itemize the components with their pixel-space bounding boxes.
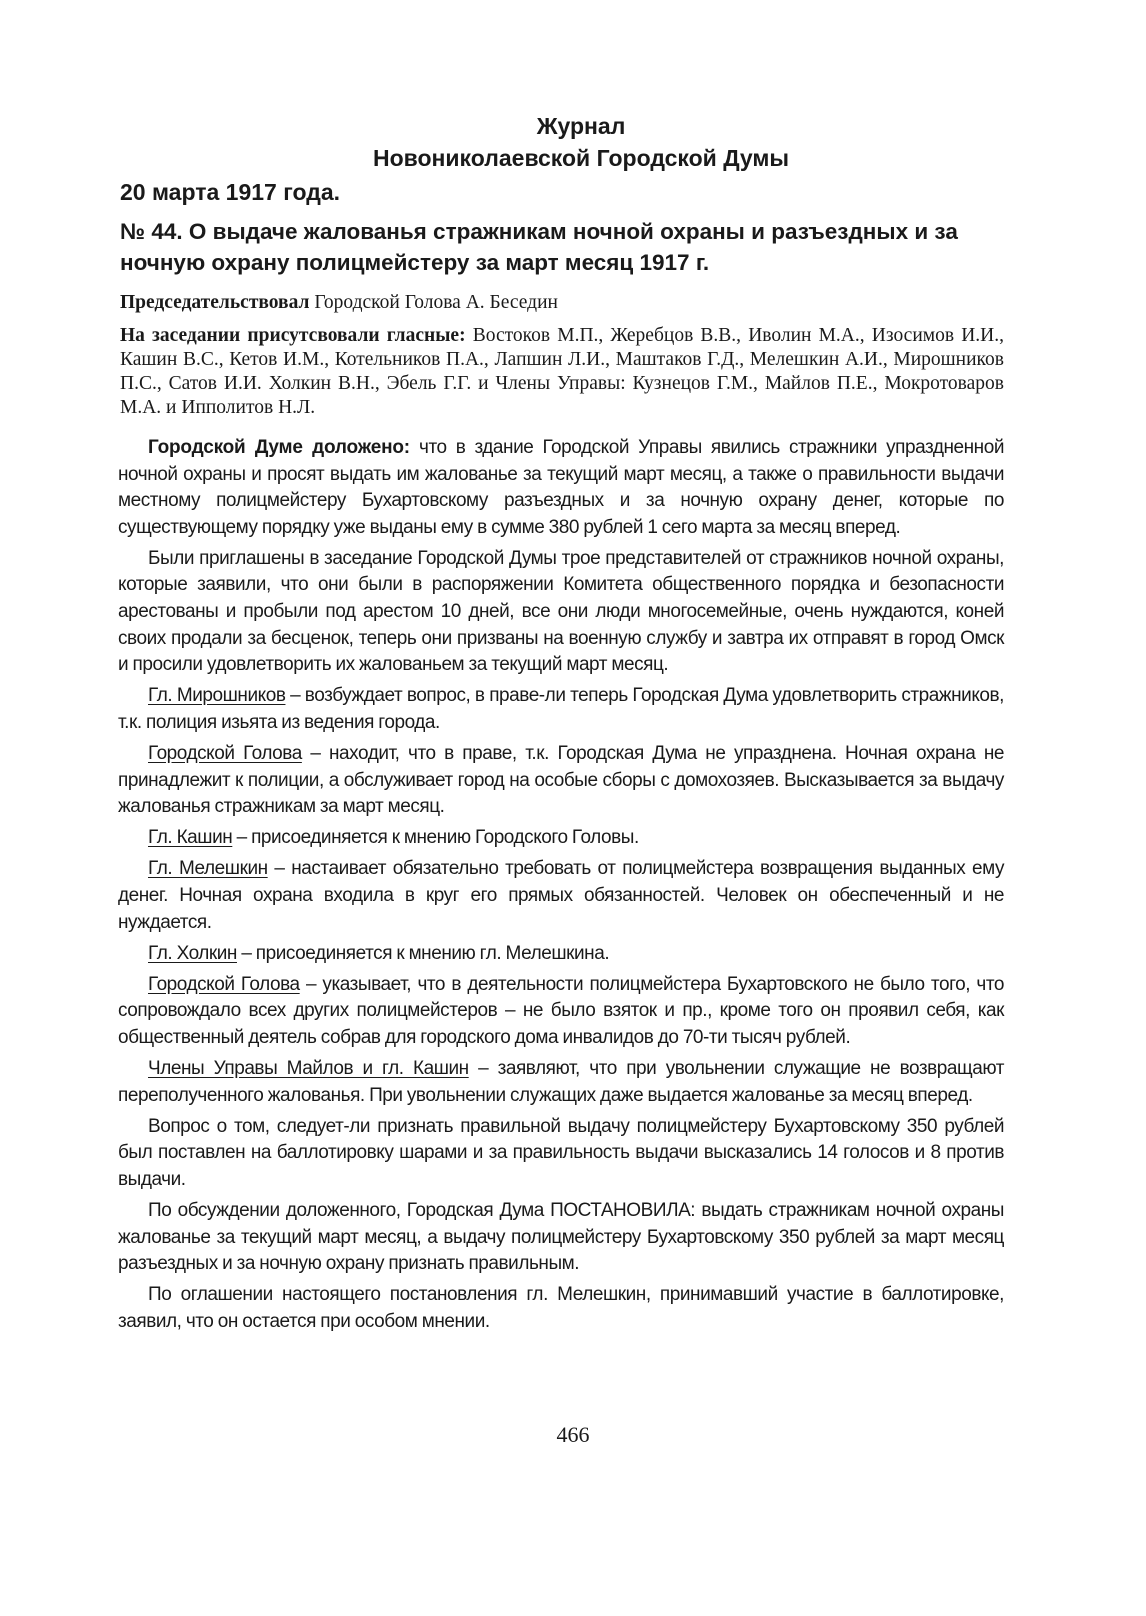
paragraph-text: – заявляют, что при увольнении служащие не возвращают переполученного жалованья. При увольнении служащих даже выдается жалованье за месяц вперед. <box>118 1058 1004 1106</box>
heading-line-1: № 44. О выдаче жалованья стражникам ночной охраны и разъездных и за <box>120 219 958 244</box>
paragraph-text: – присоединяется к мнению гл. Мелешкина. <box>236 942 610 964</box>
chair-text: Городской Голова А. Беседин <box>309 292 558 313</box>
paragraph-report <box>118 435 1004 541</box>
item-heading <box>118 216 1004 278</box>
paragraph-text: что в здание Городской Управы явились стражники упраздненной ночной охраны и просят выдать им жалованье за текущий март месяц, а также о правильности выдачи местному полицмейстеру Бухартовскому разъездных и за ночную охрану денег, которые по существующему порядку уже выданы ему в сумме 380 рублей 1 сего марта за месяц вперед. <box>118 437 1004 538</box>
paragraph-kholkin <box>118 941 1004 968</box>
paragraph-resolution <box>118 1198 1004 1278</box>
session-date: 20 марта 1917 года. <box>120 179 341 205</box>
report-lead: Городской Думе доложено: <box>148 437 410 458</box>
paragraph-mayor-2 <box>118 972 1004 1052</box>
paragraph-mayor-1 <box>118 741 1004 821</box>
paragraph-meleshkin <box>118 856 1004 936</box>
attendees-label: На заседании присутсвовали гласные: <box>120 325 466 346</box>
paragraph-text: – возбуждает вопрос, в праве-ли теперь Городская Дума удовлетворить стражников, т.к. полиция изьята из ведения города. <box>118 685 1004 733</box>
paragraph-text: – настаивает обязательно требовать от полицмейстера возвращения выданных ему денег. Ночная охрана входила в круг его прямых обязанностей. Человек он обеспеченный и не нуждается. <box>118 858 1004 933</box>
title-line-2: Новониколаевской Городской Думы <box>372 145 790 171</box>
speaker-name: Гл. Кашин <box>148 827 233 849</box>
speaker-name: Городской Голова <box>148 973 300 995</box>
paragraph-guards <box>118 546 1004 679</box>
heading-line-2: ночную охрану полицмейстеру за март месяц 1917 г. <box>120 250 710 275</box>
chair-line <box>118 291 1004 315</box>
paragraph-dissent <box>118 1282 1004 1335</box>
paragraph-vote <box>118 1114 1004 1194</box>
paragraph-miroshnikov <box>118 683 1004 736</box>
document-page <box>118 110 1004 1340</box>
paragraph-kashin <box>118 825 1004 852</box>
title-line-1: Журнал <box>536 113 626 139</box>
paragraph-text: По обсуждении доложенного, Городская Дума ПОСТАНОВИЛА: выдать стражникам ночной охраны жалованье за текущий март месяц, а выдачу полицмейстеру Бухартовскому 350 рублей за март месяц разъездных и за ночную охрану признать правильным. <box>118 1200 1004 1275</box>
speaker-name: Гл. Мелешкин <box>148 858 268 880</box>
paragraph-text: – находит, что в праве, т.к. Городская Дума не упразднена. Ночная охрана не принадлежит к полиции, а обслуживает город на особые сборы с домохозяев. Высказывается за выдачу жалованья стражникам за март месяц. <box>118 743 1005 818</box>
paragraph-text: По оглашении настоящего постановления гл. Мелешкин, принимавший участие в баллотировке, заявил, что он остается при особом мнении. <box>118 1284 1004 1332</box>
attendees-text: Востоков М.П., Жеребцов В.В., Иволин М.А., Изосимов И.И., Кашин В.С., Кетов И.М., Котельников П.А., Лапшин Л.И., Маштаков Г.Д., Мелешкин А.И., Мирошников П.С., Сатов И.И. Холкин В.Н., Эбель Г.Г. и Члены Управы: Кузнецов Г.М., Майлов П.Е., Мокротоваров М.А. и Ипполитов Н.Л. <box>120 325 1004 418</box>
speaker-name: Члены Управы Майлов и гл. Кашин <box>148 1058 469 1080</box>
paragraph-text: Были приглашены в заседание Городской Думы трое представителей от стражников ночной охраны, которые заявили, что они были в распоряжении Комитета общественного порядка и безопасности арестованы и пробыли под арестом 10 дней, все они люди многосемейные, очень нуждаются, коней своих продали за бесценок, теперь они призваны на военную службу и завтра их отправят в город Омск и просили удовлетворить их жалованьем за текущий март месяц. <box>118 547 1004 676</box>
attendees <box>118 324 1004 420</box>
paragraph-text: Вопрос о том, следует-ли признать правильной выдачу полицмейстеру Бухартовскому 350 рублей был поставлен на баллотировку шарами и за правильность выдачи высказались 14 голосов и 8 против выдачи. <box>118 1115 1004 1190</box>
speaker-name: Гл. Мирошников <box>148 685 286 707</box>
minutes-body <box>118 435 1004 1336</box>
paragraph-board-members <box>118 1056 1004 1109</box>
speaker-name: Гл. Холкин <box>148 942 237 964</box>
paragraph-text: – указывает, что в деятельности полицмейстера Бухартовского не было того, что сопровождало всех других полицмейстеров – не было взяток и пр., кроме того он проявил себя, как общественный деятель собрав для городского дома инвалидов до 70-ти тысяч рублей. <box>118 973 1005 1048</box>
page-number: 466 <box>556 1422 590 1447</box>
document-title <box>118 110 1004 174</box>
chair-label: Председательствовал <box>120 292 310 313</box>
speaker-name: Городской Голова <box>148 743 302 765</box>
paragraph-text: – присоединяется к мнению Городского Головы. <box>232 827 639 849</box>
